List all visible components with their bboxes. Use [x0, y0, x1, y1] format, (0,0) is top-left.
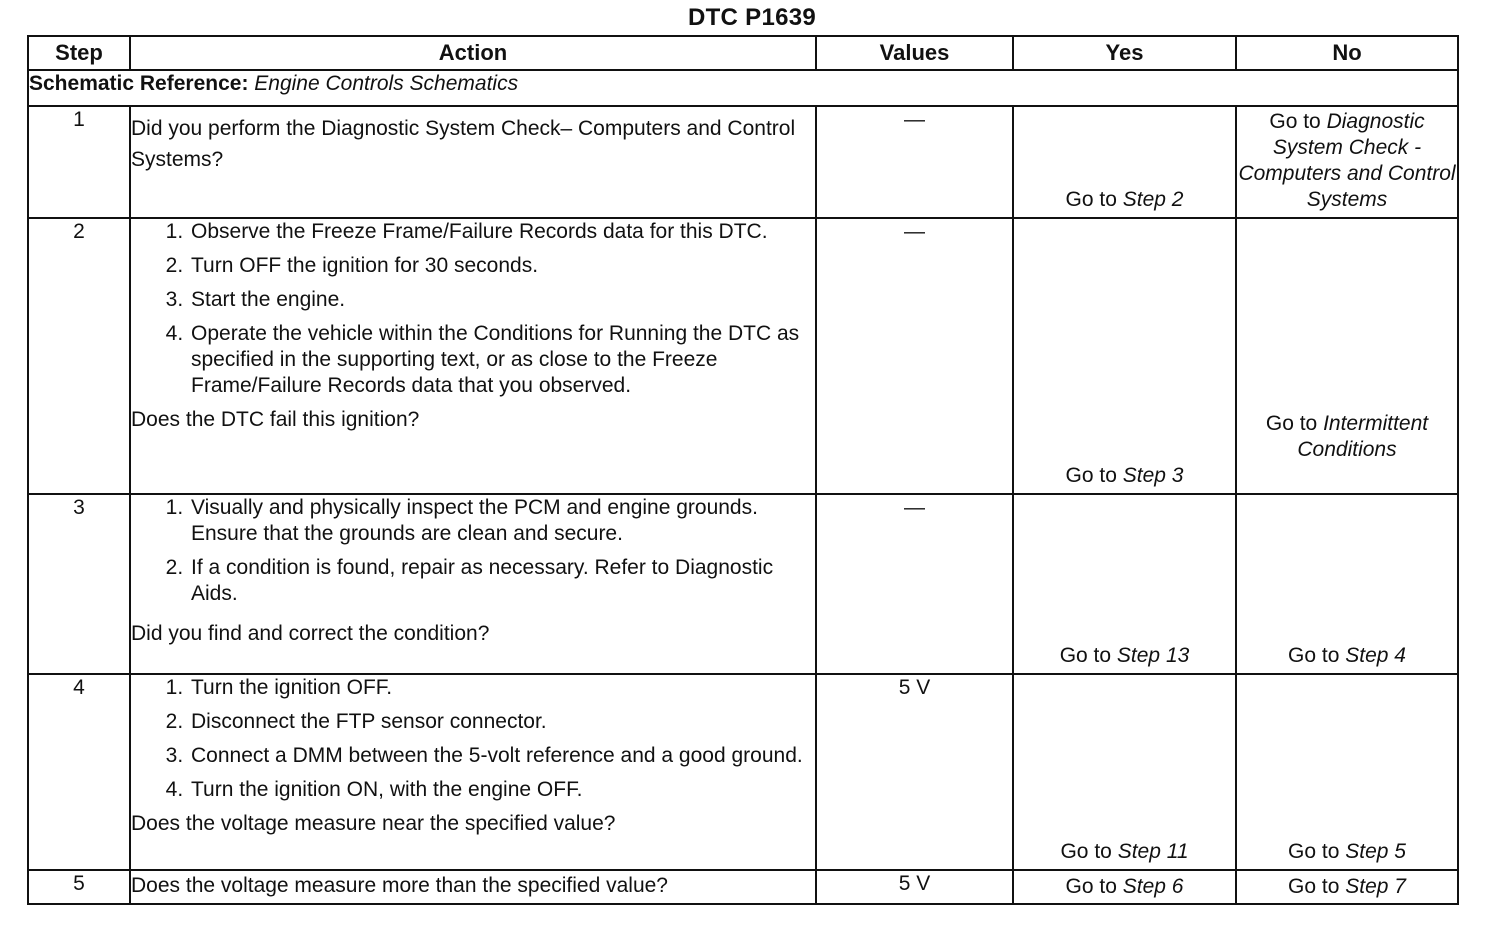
no-link[interactable]: Diagnostic System Check - Computers and Control Systems — [1238, 110, 1456, 211]
value-cell: — — [816, 106, 1013, 218]
yes-link[interactable]: Step 11 — [1117, 840, 1189, 863]
list-item: 3. Start the engine. — [189, 287, 815, 313]
list-item: 4. Operate the vehicle within the Conditions for Running the DTC as specified in the supporting text, or as close to the Freeze Frame/Failure Records data that you observed. — [189, 321, 815, 399]
list-item: 1. Turn the ignition OFF. — [189, 675, 815, 701]
list-item: 3. Connect a DMM between the 5-volt reference and a good ground. — [189, 743, 815, 769]
table-row — [28, 870, 1458, 904]
value-cell: 5 V — [816, 870, 1013, 904]
no-cell — [1236, 494, 1458, 674]
no-link[interactable]: Step 4 — [1345, 644, 1406, 667]
yes-cell — [1013, 674, 1236, 870]
page-title: DTC P1639 — [687, 4, 817, 31]
action-question: Did you perform the Diagnostic System Check– Computers and Control Systems? — [131, 117, 796, 171]
header-row — [28, 36, 1458, 70]
no-cell — [1236, 218, 1458, 494]
table-row — [28, 106, 1458, 218]
step-number: 5 — [28, 870, 130, 904]
action-cell — [130, 218, 816, 494]
yes-prefix: Go to — [1065, 875, 1117, 898]
no-prefix: Go to — [1265, 412, 1318, 435]
header-step: Step — [28, 36, 130, 70]
action-question: Does the voltage measure near the specified value? — [131, 812, 616, 835]
action-cell — [130, 106, 816, 218]
yes-link[interactable]: Step 2 — [1122, 188, 1184, 211]
no-prefix: Go to — [1288, 840, 1340, 863]
no-prefix: Go to — [1288, 644, 1340, 667]
list-item: 2. Disconnect the FTP sensor connector. — [189, 709, 815, 735]
header-action: Action — [130, 36, 816, 70]
no-prefix: Go to — [1288, 875, 1340, 898]
yes-cell — [1013, 218, 1236, 494]
action-question: Did you find and correct the condition? — [131, 622, 490, 645]
yes-prefix: Go to — [1065, 188, 1117, 211]
diagnostic-table — [27, 35, 1459, 905]
table-row — [28, 674, 1458, 870]
schematic-reference — [28, 70, 1458, 106]
action-cell — [130, 870, 816, 904]
step-number: 3 — [28, 494, 130, 674]
action-question: Does the DTC fail this ignition? — [131, 408, 420, 431]
value-cell: — — [816, 218, 1013, 494]
no-prefix: Go to — [1269, 110, 1321, 133]
table-row — [28, 494, 1458, 674]
yes-cell — [1013, 106, 1236, 218]
yes-cell — [1013, 870, 1236, 904]
value-cell: — — [816, 494, 1013, 674]
yes-prefix: Go to — [1059, 644, 1112, 667]
yes-prefix: Go to — [1065, 464, 1117, 487]
yes-cell — [1013, 494, 1236, 674]
list-item: 4. Turn the ignition ON, with the engine OFF. — [189, 777, 815, 803]
value-cell: 5 V — [816, 674, 1013, 870]
no-cell — [1236, 106, 1458, 218]
no-link[interactable]: Step 5 — [1345, 840, 1406, 863]
yes-link[interactable]: Step 3 — [1122, 464, 1184, 487]
action-cell — [130, 494, 816, 674]
yes-link[interactable]: Step 6 — [1122, 875, 1184, 898]
no-link[interactable]: Intermittent Conditions — [1297, 412, 1429, 461]
action-steps — [131, 219, 815, 399]
no-link[interactable]: Step 7 — [1345, 875, 1406, 898]
table-row — [28, 218, 1458, 494]
step-number: 2 — [28, 218, 130, 494]
action-steps — [131, 675, 815, 803]
yes-link[interactable]: Step 13 — [1116, 644, 1190, 667]
step-number: 1 — [28, 106, 130, 218]
list-item: 1. Observe the Freeze Frame/Failure Records data for this DTC. — [189, 219, 815, 245]
list-item: 2. If a condition is found, repair as necessary. Refer to Diagnostic Aids. — [189, 555, 815, 607]
header-yes: Yes — [1013, 36, 1236, 70]
no-cell — [1236, 870, 1458, 904]
schematic-reference-label: Schematic Reference: — [29, 72, 249, 95]
action-cell — [130, 674, 816, 870]
yes-prefix: Go to — [1060, 840, 1112, 863]
list-item: 2. Turn OFF the ignition for 30 seconds. — [189, 253, 815, 279]
action-question: Does the voltage measure more than the specified value? — [131, 874, 668, 897]
list-item: 1. Visually and physically inspect the PCM and engine grounds. Ensure that the grounds are clean and secure. — [189, 495, 815, 547]
schematic-reference-link[interactable]: Engine Controls Schematics — [254, 72, 519, 95]
header-no: No — [1236, 36, 1458, 70]
header-values: Values — [816, 36, 1013, 70]
no-cell — [1236, 674, 1458, 870]
step-number: 4 — [28, 674, 130, 870]
schematic-reference-row — [28, 70, 1458, 106]
action-steps — [131, 495, 815, 607]
